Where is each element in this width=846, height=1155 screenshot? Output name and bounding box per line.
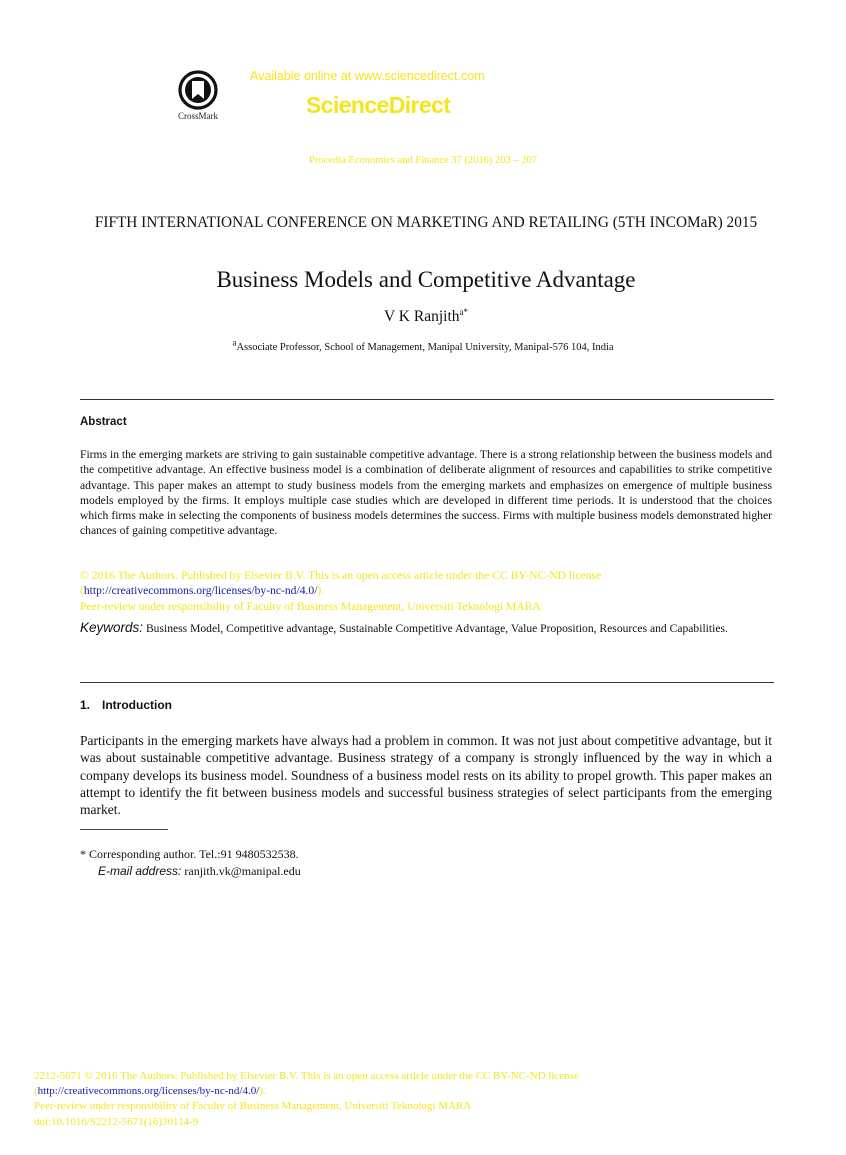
copyright-line: © 2016 The Authors. Published by Elsevier B.V. This is an open access article under the CC BY-NC-ND license: [80, 569, 602, 582]
email-line: [98, 864, 301, 879]
sciencedirect-logo[interactable]: ScienceDirect: [306, 92, 451, 118]
conference-name: FIFTH INTERNATIONAL CONFERENCE ON MARKETING AND RETAILING (5TH INCOMaR) 2015: [94, 214, 758, 231]
peer-review-note: Peer-review under responsibility of Faculty of Business Management, Universiti Teknologi MARA: [80, 599, 541, 613]
author-line: [0, 308, 846, 326]
footer-license-link[interactable]: http://creativecommons.org/licenses/by-nc-nd/4.0/: [37, 1085, 260, 1098]
footer-doi[interactable]: doi:10.1016/S2212-5671(16)30114-9: [34, 1115, 199, 1128]
keywords-text: Business Model, Competitive advantage, Sustainable Competitive Advantage, Value Proposition, Resources and Capabilities.: [145, 622, 728, 635]
introduction-text: Participants in the emerging markets have always had a problem in common. It was not just about competitive advantage, but it was about sustainable competitive advantage. Business strategy of a company is strongly influenced by the way in which a company develops its business model. Soundness of a business model rests on its ability to propel growth. This paper makes an attempt to identify the fit between business models and successful business strategies of select participants from the emerging market.: [80, 733, 772, 818]
keywords: [80, 620, 772, 636]
footer-copyright: [34, 1069, 579, 1130]
license-link[interactable]: http://creativecommons.org/licenses/by-nc-nd/4.0/: [83, 584, 318, 598]
divider-top: [80, 399, 774, 400]
crossmark-badge[interactable]: [170, 70, 226, 121]
footer-license-line: [34, 1084, 579, 1099]
copyright-notice: [80, 568, 601, 614]
available-online-link[interactable]: Available online at www.sciencedirect.com: [250, 69, 485, 83]
footer-license-close: ).: [259, 1085, 266, 1098]
journal-reference: Procedia Economics and Finance 37 (2016) 203 – 207: [308, 155, 538, 166]
footer-issn-line: 2212-5671 © 2016 The Authors. Published by Elsevier B.V. This is an open access article under the CC BY-NC-ND license: [34, 1070, 579, 1082]
crossmark-label: CrossMark: [178, 111, 218, 121]
license-close: ).: [317, 584, 325, 598]
corresponding-author: * Corresponding author. Tel.:91 9480532538.: [80, 847, 299, 861]
keywords-label: Keywords:: [80, 620, 144, 635]
author-name: V K Ranjith: [384, 308, 460, 325]
footer-license-open: (: [34, 1085, 38, 1098]
abstract-heading: Abstract: [80, 416, 127, 428]
affiliation-mark: a: [232, 337, 237, 348]
introduction-heading: 1. Introduction: [80, 698, 172, 712]
license-line: [80, 583, 601, 598]
paper-title: Business Models and Competitive Advantage: [216, 267, 636, 292]
license-open: (: [80, 584, 84, 598]
affiliation: [0, 337, 846, 353]
footer-peer-review: Peer-review under responsibility of Faculty of Business Management, Universiti Teknologi MARA: [34, 1100, 472, 1113]
crossmark-icon: [178, 70, 218, 110]
footnote-rule: [80, 829, 168, 830]
affiliation-text: Associate Professor, School of Management, Manipal University, Manipal-576 104, India: [236, 342, 614, 353]
email-address[interactable]: ranjith.vk@manipal.edu: [184, 864, 301, 878]
email-label: E-mail address:: [98, 864, 182, 878]
author-marks: a*: [459, 306, 468, 317]
abstract-text: Firms in the emerging markets are striving to gain sustainable competitive advantage. There is a strong relationship between the business models and the competitive advantage. An effective business model is a combination of deliberate alignment of resources and capabilities to strike competitive advantage. This paper makes an attempt to study business models from the emerging markets and emphasizes on emergence of multiple business models employed by the firms. It employs multiple case studies which are developed in different time periods. It is understood that the choices which firms make in selecting the components of business models determines the success. Firms with multiple business models demonstrated higher chances of gaining competitive advantage.: [80, 448, 772, 538]
divider-middle: [80, 682, 774, 683]
